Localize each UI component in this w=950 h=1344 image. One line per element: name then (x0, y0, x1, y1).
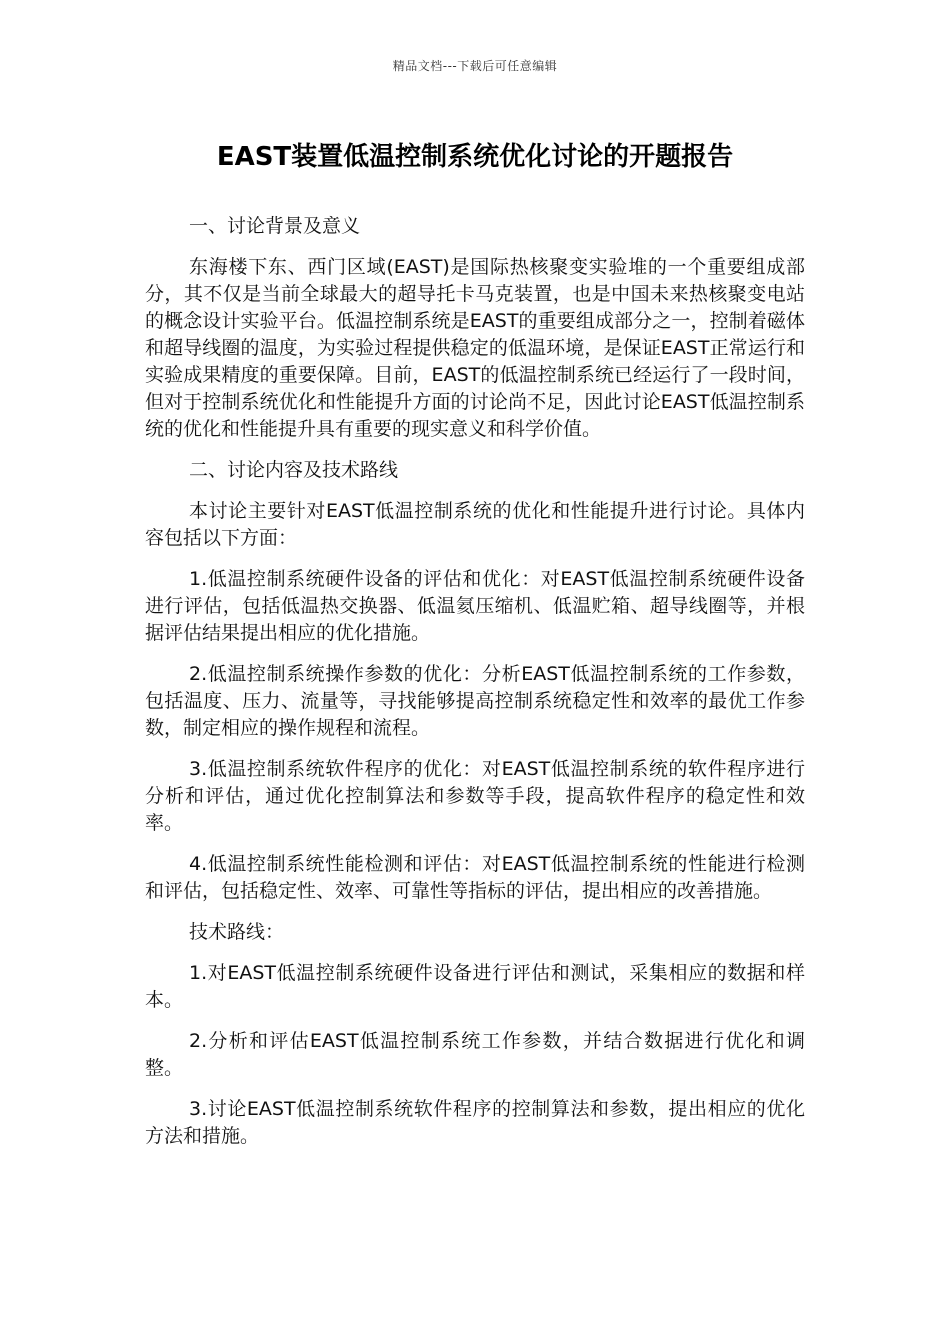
route-item-3: 3.讨论EAST低温控制系统软件程序的控制算法和参数，提出相应的优化方法和措施。 (145, 1098, 805, 1147)
document-title: EAST装置低温控制系统优化讨论的开题报告 (216, 142, 734, 172)
content-item-1: 1.低温控制系统硬件设备的评估和优化：对EAST低温控制系统硬件设备进行评估，包括低温热交换器、低温氦压缩机、低温贮箱、超导线圈等，并根据评估结果提出相应的优化措施。 (145, 568, 805, 644)
route-item-1: 1.对EAST低温控制系统硬件设备进行评估和测试，采集相应的数据和样本。 (145, 962, 805, 1011)
content-item-3: 3.低温控制系统软件程序的优化：对EAST低温控制系统的软件程序进行分析和评估，通过优化控制算法和参数等手段，提高软件程序的稳定性和效率。 (145, 758, 805, 834)
section2-heading: 二、讨论内容及技术路线 (189, 459, 399, 481)
route-heading: 技术路线： (189, 921, 285, 943)
document-body (145, 213, 805, 1164)
section1-paragraph: 东海楼下东、西门区域(EAST)是国际热核聚变实验堆的一个重要组成部分，其不仅是当前全球最大的超导托卡马克装置，也是中国未来热核聚变电站的概念设计实验平台。低温控制系统是EAST的重要组成部分之一，控制着磁体和超导线圈的温度，为实验过程提供稳定的低温环境，是保证EAST正常运行和实验成果精度的重要保障。目前，EAST的低温控制系统已经运行了一段时间，但对于控制系统优化和性能提升方面的讨论尚不足，因此讨论EAST低温控制系统的优化和性能提升具有重要的现实意义和科学价值。 (145, 256, 805, 440)
section2-intro: 本讨论主要针对EAST低温控制系统的优化和性能提升进行讨论。具体内容包括以下方面： (145, 500, 805, 549)
content-item-2: 2.低温控制系统操作参数的优化：分析EAST低温控制系统的工作参数，包括温度、压力、流量等，寻找能够提高控制系统稳定性和效率的最优工作参数，制定相应的操作规程和流程。 (145, 663, 805, 739)
route-item-2: 2.分析和评估EAST低温控制系统工作参数，并结合数据进行优化和调整。 (145, 1030, 805, 1079)
header-note: 精品文档---下载后可任意编辑 (392, 59, 558, 73)
content-item-4: 4.低温控制系统性能检测和评估：对EAST低温控制系统的性能进行检测和评估，包括稳定性、效率、可靠性等指标的评估，提出相应的改善措施。 (145, 853, 805, 902)
section1-heading: 一、讨论背景及意义 (189, 215, 361, 237)
